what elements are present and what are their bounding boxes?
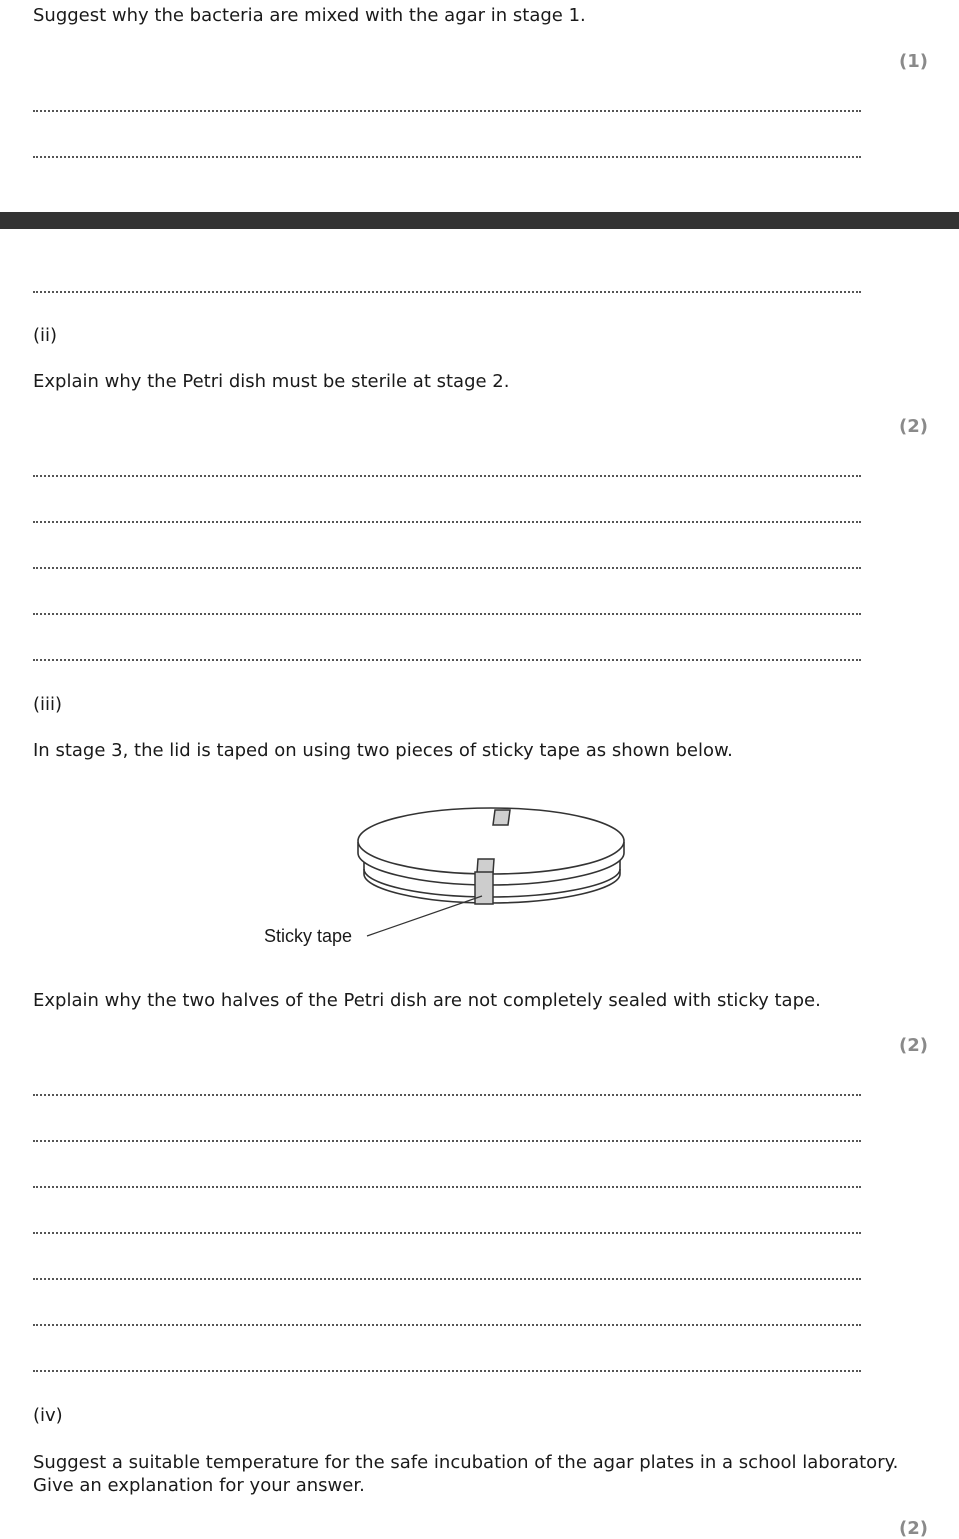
- question-prompt: In stage 3, the lid is taped on using two pieces of sticky tape as shown below.: [33, 740, 733, 761]
- answer-line[interactable]: [33, 110, 861, 112]
- petri-dish-diagram: [250, 795, 650, 955]
- question-number: (iii): [33, 694, 63, 715]
- sticky-tape-label: Sticky tape: [264, 926, 353, 946]
- answer-line[interactable]: [33, 1094, 861, 1096]
- answer-line[interactable]: [33, 475, 861, 477]
- page-divider: [0, 212, 959, 229]
- petri-dish-figure: [250, 795, 650, 955]
- answer-line[interactable]: [33, 156, 861, 158]
- question-followup: Explain why the two halves of the Petri dish are not completely sealed with sticky tape.: [33, 990, 821, 1011]
- answer-line[interactable]: [33, 291, 861, 293]
- question-prompt: Suggest why the bacteria are mixed with the agar in stage 1.: [33, 5, 586, 26]
- question-prompt: Explain why the Petri dish must be sterile at stage 2.: [33, 371, 510, 392]
- answer-line[interactable]: [33, 613, 861, 615]
- answer-line[interactable]: [33, 1370, 861, 1372]
- answer-line[interactable]: [33, 1186, 861, 1188]
- label-leader-line: [367, 896, 482, 936]
- answer-line[interactable]: [33, 659, 861, 661]
- question-prompt-line2: Give an explanation for your answer.: [33, 1475, 365, 1496]
- answer-line[interactable]: [33, 1140, 861, 1142]
- marks-label: (2): [899, 1518, 928, 1539]
- answer-line[interactable]: [33, 1232, 861, 1234]
- answer-line[interactable]: [33, 521, 861, 523]
- question-number: (iv): [33, 1405, 63, 1426]
- question-prompt: Suggest a suitable temperature for the safe incubation of the agar plates in a school laboratory.: [33, 1452, 899, 1473]
- marks-label: (2): [899, 1035, 928, 1056]
- question-number: (ii): [33, 325, 58, 346]
- answer-line[interactable]: [33, 567, 861, 569]
- sticky-tape-front-top: [477, 859, 494, 873]
- marks-label: (1): [899, 51, 928, 72]
- sticky-tape-front: [475, 872, 493, 904]
- marks-label: (2): [899, 416, 928, 437]
- sticky-tape-back: [493, 810, 510, 825]
- answer-line[interactable]: [33, 1278, 861, 1280]
- answer-line[interactable]: [33, 1324, 861, 1326]
